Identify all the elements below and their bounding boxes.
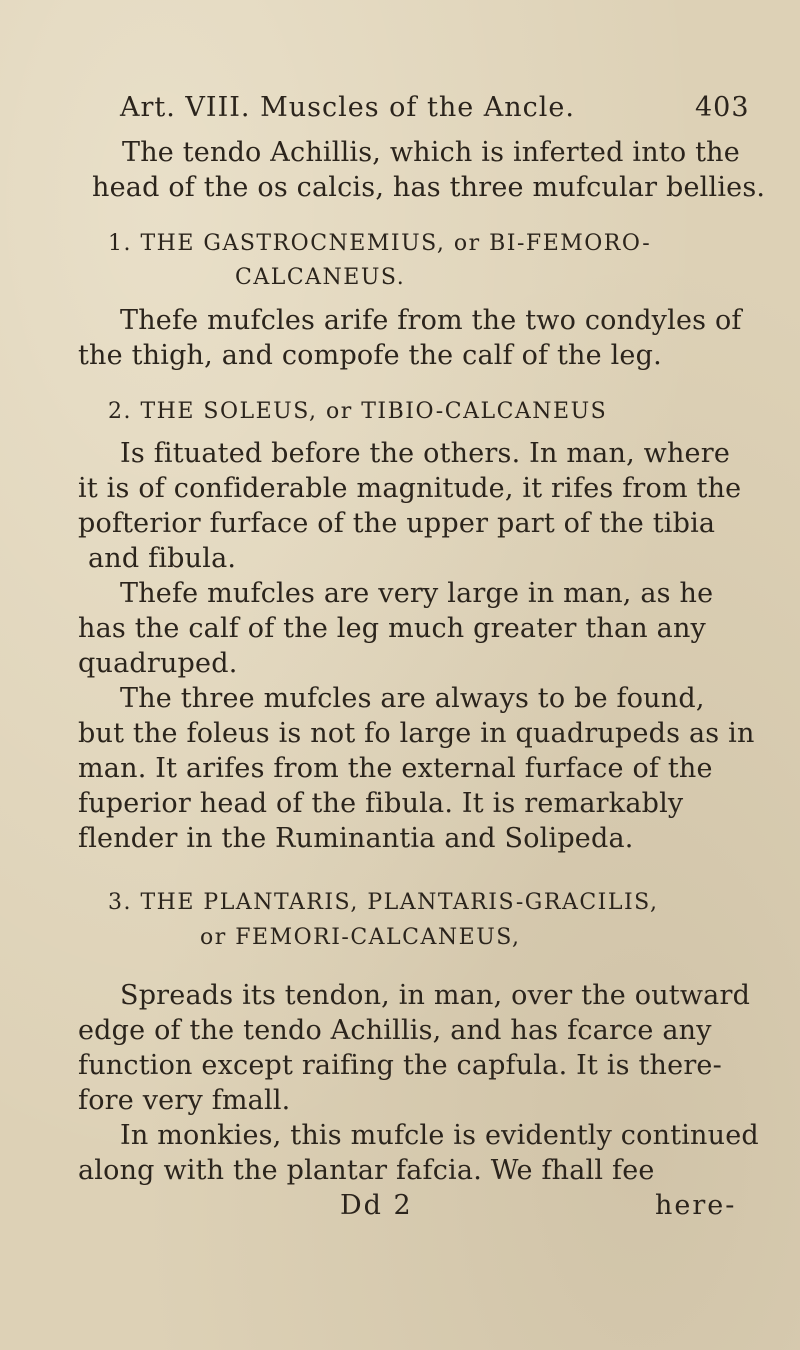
section-heading: 2. THE SOLEUS, or TIBIO-CALCANEUS bbox=[108, 399, 608, 424]
text-line: it is of confiderable magnitude, it rifes from the bbox=[78, 473, 742, 504]
text-line: Thefe mufcles arife from the two condyles of bbox=[120, 305, 742, 336]
text-line: quadruped. bbox=[78, 648, 238, 679]
section-heading: 1. THE GASTROCNEMIUS, or BI-FEMORO- bbox=[108, 231, 652, 256]
signature-mark: Dd 2 bbox=[340, 1190, 413, 1221]
text-line: Thefe mufcles are very large in man, as he bbox=[120, 578, 714, 609]
page-number: 403 bbox=[695, 92, 750, 123]
text-line: function except raifing the capfula. It is there- bbox=[78, 1050, 722, 1081]
text-line: edge of the tendo Achillis, and has fcarce any bbox=[78, 1015, 712, 1046]
text-line: In monkies, this mufcle is evidently continued bbox=[120, 1120, 759, 1151]
text-line: The three mufcles are always to be found, bbox=[120, 683, 705, 714]
text-line: along with the plantar fafcia. We fhall fee bbox=[78, 1155, 655, 1186]
text-line: but the foleus is not fo large in quadrupeds as in bbox=[78, 718, 755, 749]
text-line: pofterior furface of the upper part of the tibia bbox=[78, 508, 716, 539]
text-line: Spreads its tendon, in man, over the outward bbox=[120, 980, 751, 1011]
text-line: fuperior head of the fibula. It is remarkably bbox=[78, 788, 684, 819]
running-head-title: Art. VIII. Muscles of the Ancle. bbox=[120, 92, 575, 123]
text-line: has the calf of the leg much greater than any bbox=[78, 613, 706, 644]
text-line: Is fituated before the others. In man, where bbox=[120, 438, 730, 469]
text-line: head of the os calcis, has three mufcular bellies. bbox=[92, 172, 766, 203]
section-heading: CALCANEUS. bbox=[235, 265, 406, 290]
text-line: The tendo Achillis, which is inferted into the bbox=[122, 137, 740, 168]
section-heading: 3. THE PLANTARIS, PLANTARIS-GRACILIS, bbox=[108, 890, 659, 915]
section-heading: or FEMORI-CALCANEUS, bbox=[200, 925, 521, 950]
text-line: and fibula. bbox=[88, 543, 237, 574]
text-line: fore very fmall. bbox=[78, 1085, 291, 1116]
text-line: the thigh, and compofe the calf of the leg. bbox=[78, 340, 662, 371]
text-line: flender in the Ruminantia and Solipeda. bbox=[78, 823, 634, 854]
catchword: here- bbox=[655, 1190, 737, 1221]
text-line: man. It arifes from the external furface of the bbox=[78, 753, 713, 784]
